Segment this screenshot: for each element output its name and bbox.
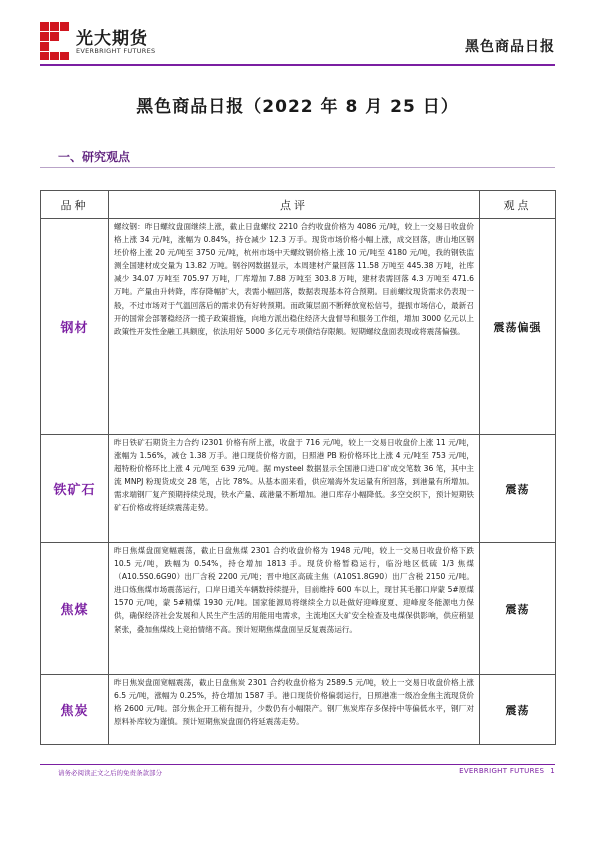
section-heading: 一、研究观点	[58, 150, 131, 164]
commodity-table	[40, 190, 556, 745]
header-comment: 点评	[109, 191, 480, 219]
logo-english-name: EVERBRIGHT FUTURES	[76, 47, 156, 55]
table-header-row	[41, 191, 556, 219]
report-type-title: 黑色商品日报	[465, 39, 555, 55]
everbright-logo-icon	[40, 22, 70, 60]
header-view: 观点	[480, 191, 556, 219]
row-view: 震荡	[480, 435, 556, 543]
row-comment: 昨日铁矿石期货主力合约 i2301 价格有所上涨，收盘于 716 元/吨，较上一交易日收盘价上涨 11 元/吨，涨幅为 1.56%，减仓 1.38 万手。港口现货价格方面，日照港 PB 粉价格环比上涨 4 元/吨至 753 元/吨，超特粉价格环比上涨 4 元/吨至 639 元/吨。据 mysteel 数据显示全国港口进口矿成交笔数 36 笔，其中主流 MNPJ 粉现货成交 28 笔，占比 78%。从基本面来看，供应端海外发运量有所回落，到港量有所增加。需求端钢厂复产预期持续兑现，铁水产量、疏港量不断增加。港口库存小幅降低。多空交织下，预计短期铁矿石价格或将延续震荡走势。	[109, 435, 480, 543]
table-row	[41, 219, 556, 435]
logo-chinese-name: 光大期货	[76, 29, 148, 49]
row-comment: 昨日焦煤盘面宽幅震荡，截止日盘焦煤 2301 合约收盘价格为 1948 元/吨，较上一交易日收盘价格下跌 10.5 元/吨，跌幅为 0.54%，持仓增加 1813 手。现货价格暂稳运行，临汾地区低硫 1/3 焦煤（A10.5S0.6G90）出厂含税 2200 元/吨；晋中地区高硫主焦（A10S1.8G90）出厂含税 2150 元/吨。进口炼焦煤市场震荡运行，口岸日通关车辆数持续提升，目前维持 600 车以上，现甘其毛都口岸蒙 5#原煤 1570 元/吨，蒙 5#精煤 1930 元/吨。国家能源局将继续全力以赴做好迎峰度夏、迎峰度冬能源电力保供，确保经济社会发展和人民生产生活的用能用电需求，主流地区大矿安全检查及电煤保供影响，供应稍显紧张，叠加焦煤线上竞拍情绪不高。预计短期焦煤盘面呈反复震荡运行。	[109, 543, 480, 675]
row-view: 震荡	[480, 675, 556, 745]
footer-brand-page	[459, 767, 555, 775]
page-title: 黑色商品日报（2022 年 8 月 25 日）	[136, 97, 459, 117]
row-view: 震荡	[480, 543, 556, 675]
row-view: 震荡偏强	[480, 219, 556, 435]
row-variety: 焦炭	[41, 675, 109, 745]
row-variety: 焦煤	[41, 543, 109, 675]
row-variety: 钢材	[41, 219, 109, 435]
table-row	[41, 435, 556, 543]
section-divider	[40, 167, 555, 168]
page-number: 1	[550, 767, 555, 775]
page-header	[40, 18, 555, 68]
header-divider	[40, 64, 555, 66]
company-logo	[40, 22, 170, 62]
header-variety: 品种	[41, 191, 109, 219]
table-row	[41, 675, 556, 745]
row-comment: 昨日焦炭盘面宽幅震荡，截止日盘焦炭 2301 合约收盘价格为 2589.5 元/吨，较上一交易日收盘价格上涨 6.5 元/吨，涨幅为 0.25%，持仓增加 1587 手。港口现货价格偏弱运行，日照港准一级冶金焦主流现货价格 2600 元/吨。部分焦企开工稍有提升，少数仍有小幅限产。钢厂焦炭库存多保持中等偏低水平，钢厂对原料补库较为谨慎。预计短期焦炭盘面仍将延震荡走势。	[109, 675, 480, 745]
footer-brand: EVERBRIGHT FUTURES	[459, 767, 545, 775]
row-variety: 铁矿石	[41, 435, 109, 543]
footer-divider	[40, 764, 555, 765]
row-comment: 螺纹钢：昨日螺纹盘面继续上涨，截止日盘螺纹 2210 合约收盘价格为 4086 元/吨，较上一交易日收盘价格上涨 34 元/吨，涨幅为 0.84%，持仓减少 12.3 万手。现货市场价格小幅上涨，成交回落，唐山地区钢坯价格上涨 20 元/吨至 3750 元/吨，杭州市场中天螺纹钢价格上涨 10 元/吨至 4180 元/吨，我的钢铁监测全国建材成交量为 13.82 万吨。钢谷网数据显示，本周建材产量回落 11.58 万吨至 445.38 万吨，社库减少 34.07 万吨至 705.97 万吨，厂库增加 7.88 万吨至 303.8 万吨，建材表需回落 4.3 万吨至 471.6 万吨。产量由升转降，库存降幅扩大，表需小幅回落，数据表现基本符合预期。目前螺纹现货需求仍表现一般，不过市场对于气温回落后的需求仍有好转预期。而政策层面不断释放宽松信号，提振市场信心，最新召开的国常会部署稳经济一揽子政策措施，向地方派出稳住经济大盘督导和服务工作组，增加 3000 亿元以上政策性开发性金融工具额度，依法用好 5000 多亿元专项债结存限额。短期螺纹盘面表现或将震荡偏强。	[109, 219, 480, 435]
footer-disclaimer: 请务必阅读正文之后的免责条款部分	[58, 769, 162, 777]
table-row	[41, 543, 556, 675]
